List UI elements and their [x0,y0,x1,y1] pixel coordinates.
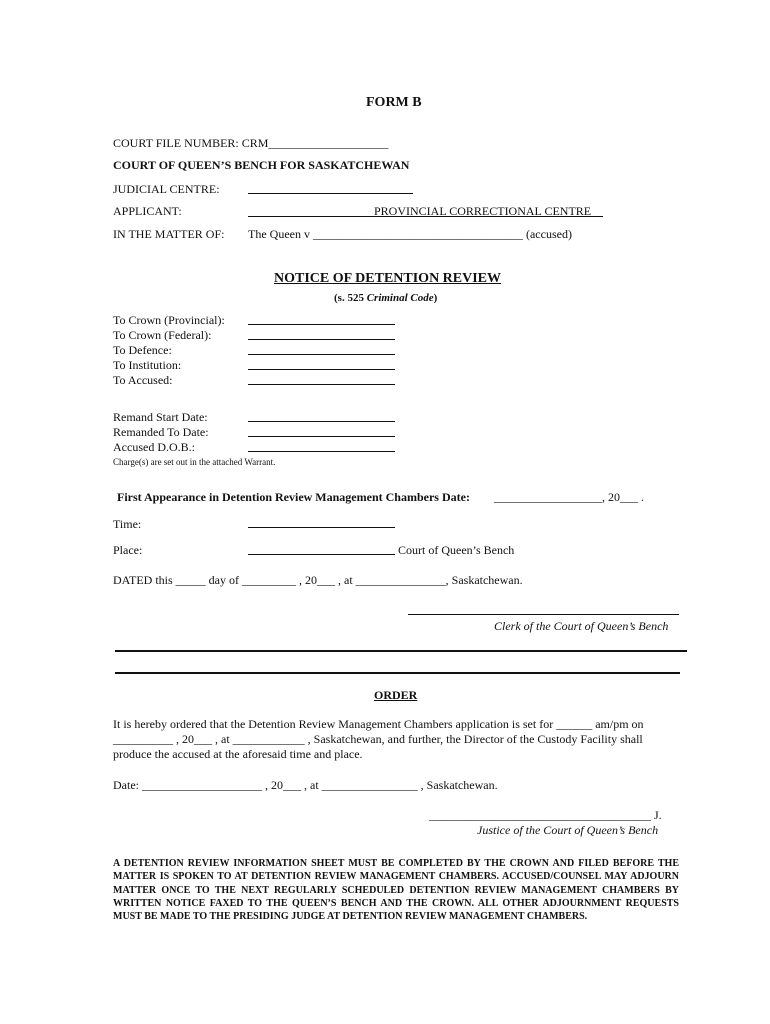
date-blank [248,451,395,452]
justice-signature-blank: _____________________________________ J. [429,808,662,822]
section-divider [115,650,687,652]
section-divider [115,672,680,674]
matter-value: The Queen v ___________________________________ (accused) [248,227,572,241]
applicant-value: PROVINCIAL CORRECTIONAL CENTRE [374,204,592,218]
clerk-signature-line [408,614,679,615]
order-body-line: It is hereby ordered that the Detention Review Management Chambers application is set for ______ am/pm on [113,717,644,731]
recipient-institution: To Institution: [113,358,182,372]
recipient-blank [248,354,395,355]
recipient-blank [248,384,395,385]
recipient-blank [248,324,395,325]
order-body-line: produce the accused at the aforesaid time and place. [113,747,363,761]
first-appearance-blank: __________________, 20___ . [494,490,644,504]
recipient-blank [248,369,395,370]
recipient-accused: To Accused: [113,373,173,387]
recipient-blank [248,339,395,340]
court-file-number: COURT FILE NUMBER: CRM____________________ [113,136,389,150]
remand-start-date: Remand Start Date: [113,410,208,424]
time-label: Time: [113,517,142,531]
footer-notice: A DETENTION REVIEW INFORMATION SHEET MUST BE COMPLETED BY THE CROWN AND FILED BEFORE THE MATTER IS SPOKEN TO AT DETENTION REVIEW MANAGEMENT CHAMBERS. ACCUSED/COUNSEL MAY ADJOURN MATTER ONCE TO THE NEXT REGULARLY SCHEDULED DETENTION REVIEW MANAGEMENT CHAMBERS BY WRITTEN NOTICE FAXED TO THE QUEEN’S BENCH AND THE CROWN. ALL OTHER ADJOURNMENT REQUESTS MUST BE MADE TO THE PRESIDING JUDGE AT DETENTION REVIEW MANAGEMENT CHAMBERS. [113,858,679,923]
court-name: COURT OF QUEEN’S BENCH FOR SASKATCHEWAN [113,158,410,172]
recipient-crown-provincial: To Crown (Provincial): [113,313,225,327]
notice-subtitle: (s. 525 Criminal Code) [334,292,438,304]
applicant-label: APPLICANT: [113,204,182,218]
matter-label: IN THE MATTER OF: [113,227,225,241]
first-appearance-label: First Appearance in Detention Review Management Chambers Date: [117,490,470,504]
recipient-crown-federal: To Crown (Federal): [113,328,212,342]
recipient-defence: To Defence: [113,343,172,357]
order-title: ORDER [374,688,418,702]
dated-line: DATED this _____ day of _________ , 20___ , at _______________, Saskatchewan. [113,573,523,587]
notice-title: NOTICE OF DETENTION REVIEW [274,271,502,286]
place-label: Place: [113,543,143,557]
place-suffix: Court of Queen’s Bench [398,543,515,557]
judicial-centre-blank [248,193,413,194]
order-date-line: Date: ____________________ , 20___ , at ________________ , Saskatchewan. [113,778,498,792]
clerk-signature-label: Clerk of the Court of Queen’s Bench [494,619,669,633]
date-blank [248,421,395,422]
form-title: FORM B [366,95,422,110]
justice-signature-label: Justice of the Court of Queen’s Bench [477,823,659,837]
accused-dob: Accused D.O.B.: [113,440,195,454]
remanded-to-date: Remanded To Date: [113,425,209,439]
charges-note: Charge(s) are set out in the attached Warrant. [113,457,276,467]
judicial-centre-label: JUDICIAL CENTRE: [113,182,220,196]
date-blank [248,436,395,437]
time-blank [248,527,395,528]
place-blank [248,554,395,555]
order-body-line: __________ , 20___ , at ____________ , Saskatchewan, and further, the Director of the Custody Facility shall [113,732,643,746]
